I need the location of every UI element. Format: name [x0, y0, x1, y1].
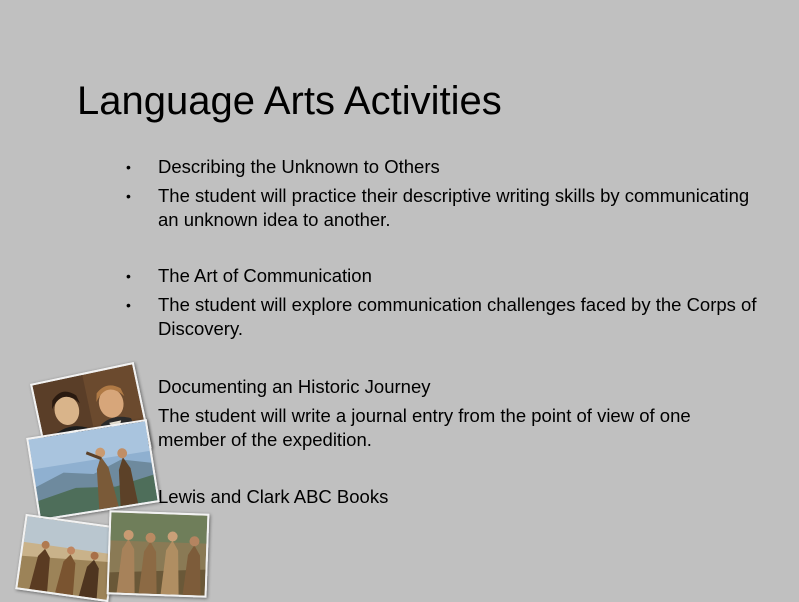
bullet-text: Documenting an Historic Journey — [158, 376, 431, 397]
bullet-marker: • — [126, 297, 131, 313]
frontiersmen-group-image — [107, 510, 210, 597]
bullet-marker: • — [126, 188, 131, 204]
picture-collage — [20, 360, 210, 598]
bullet-text: Lewis and Clark ABC Books — [158, 486, 389, 507]
explorers-on-overlook-image — [26, 419, 160, 521]
bullet-marker: • — [126, 268, 131, 284]
bullet-marker: • — [126, 159, 131, 175]
bullet-text: The student will write a journal entry from the point of view of one member of the expedition. — [158, 405, 691, 450]
bullet-text: The student will practice their descriptive writing skills by communicating an unknown idea to another. — [158, 185, 750, 230]
bullet-text: The student will explore communication challenges faced by the Corps of Discovery. — [158, 294, 757, 339]
bullet-text: The Art of Communication — [158, 265, 372, 286]
bullet-text: Describing the Unknown to Others — [158, 156, 440, 177]
slide-title: Language Arts Activities — [77, 79, 502, 123]
expedition-party-image — [15, 514, 119, 602]
